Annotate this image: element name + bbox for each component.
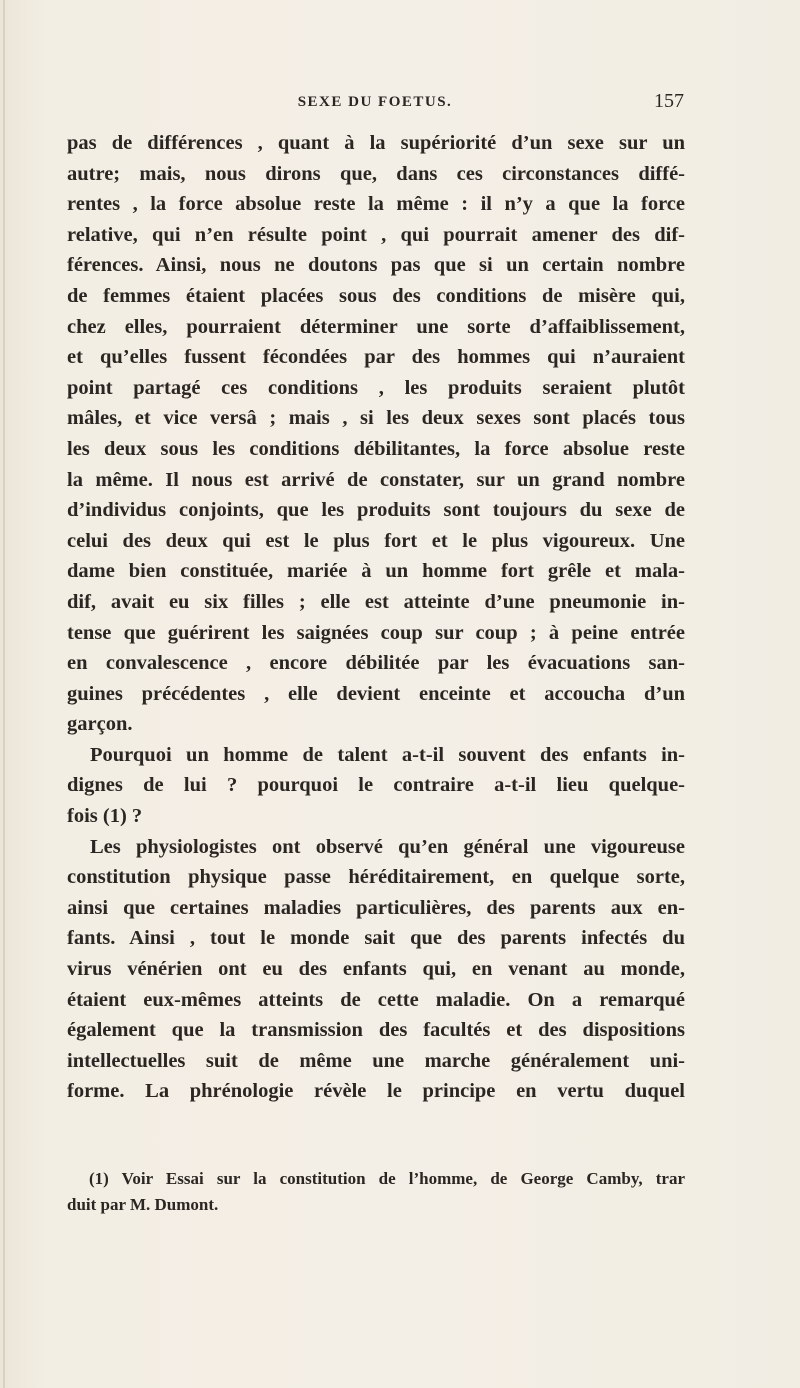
- running-head: [66, 90, 684, 116]
- running-title: SEXE DU FOETUS.: [297, 94, 453, 110]
- page-edge: [3, 0, 5, 1388]
- text-line: guines précédentes , elle devient enceinte et accoucha d’un: [67, 682, 685, 705]
- text-line: garçon.: [67, 713, 133, 736]
- text-line: mâles, et vice versâ ; mais , si les deux sexes sont placés tous: [67, 407, 685, 430]
- text-line: les deux sous les conditions débilitantes, la force absolue reste: [67, 437, 685, 460]
- text-line: la même. Il nous est arrivé de constater, sur un grand nombre: [67, 468, 685, 491]
- text-line: Les physiologistes ont observé qu’en général une vigoureuse: [90, 835, 685, 858]
- text-line: fants. Ainsi , tout le monde sait que des parents infectés du: [67, 927, 685, 950]
- text-line: étaient eux-mêmes atteints de cette maladie. On a remarqué: [67, 988, 685, 1011]
- text-line: et qu’elles fussent fécondées par des hommes qui n’auraient: [67, 346, 685, 369]
- text-line: point partagé ces conditions , les produits seraient plutôt: [67, 376, 685, 399]
- text-line: autre; mais, nous dirons que, dans ces circonstances diffé-: [67, 162, 685, 185]
- text-line: dif, avait eu six filles ; elle est atteinte d’une pneumonie in-: [67, 590, 685, 613]
- text-line: d’individus conjoints, que les produits sont toujours du sexe de: [67, 499, 685, 522]
- text-line: forme. La phrénologie révèle le principe en vertu duquel: [67, 1080, 685, 1103]
- text-line: chez elles, pourraient déterminer une sorte d’affaiblissement,: [67, 315, 685, 338]
- text-line: constitution physique passe héréditairement, en quelque sorte,: [67, 866, 685, 889]
- footnote-line: (1) Voir Essai sur la constitution de l’homme, de George Camby, trar: [89, 1169, 685, 1188]
- text-line: dame bien constituée, mariée à un homme fort grêle et mala-: [67, 560, 685, 583]
- text-line: celui des deux qui est le plus fort et le plus vigoureux. Une: [67, 529, 685, 552]
- text-line: tense que guérirent les saignées coup sur coup ; à peine entrée: [67, 621, 685, 644]
- footnote: [67, 1166, 685, 1218]
- text-line: rentes , la force absolue reste la même : il n’y a que la force: [67, 193, 685, 216]
- text-line: pas de différences , quant à la supériorité d’un sexe sur un: [67, 132, 685, 154]
- text-line: fois (1) ?: [67, 805, 143, 828]
- footnote-line: duit par M. Dumont.: [67, 1195, 219, 1214]
- text-line: relative, qui n’en résulte point , qui pourrait amener des dif-: [67, 223, 685, 246]
- body-text: [67, 128, 685, 1107]
- text-line: également que la transmission des facultés et des dispositions: [67, 1019, 685, 1042]
- text-line: intellectuelles suit de même une marche généralement uni-: [67, 1049, 685, 1072]
- text-line: férences. Ainsi, nous ne doutons pas que si un certain nombre: [67, 254, 685, 277]
- text-line: Pourquoi un homme de talent a-t-il souvent des enfants in-: [90, 743, 685, 766]
- text-line: ainsi que certaines maladies particulières, des parents aux en-: [67, 896, 685, 919]
- text-line: en convalescence , encore débilitée par les évacuations san-: [67, 652, 685, 675]
- text-line: de femmes étaient placées sous des conditions de misère qui,: [67, 284, 685, 307]
- text-line: dignes de lui ? pourquoi le contraire a-t-il lieu quelque-: [67, 774, 685, 797]
- page-number: 157: [654, 90, 684, 112]
- text-line: virus vénérien ont eu des enfants qui, en venant au monde,: [67, 958, 685, 981]
